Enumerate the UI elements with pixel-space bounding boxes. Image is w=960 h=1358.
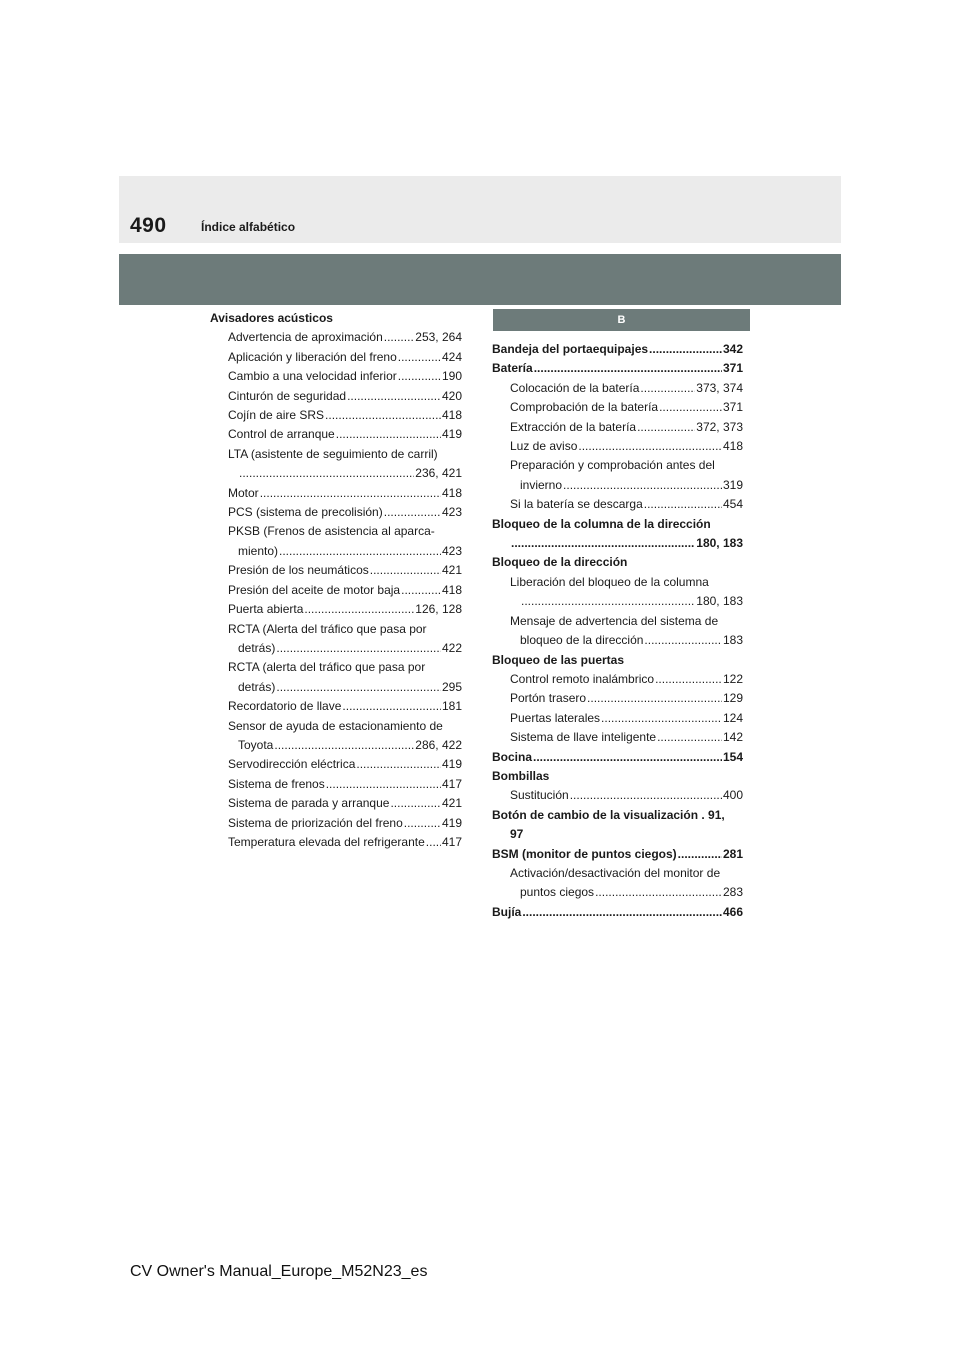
dot-leader (370, 561, 441, 580)
dot-leader (657, 728, 722, 747)
index-entry-text: Puertas laterales (510, 710, 601, 725)
dot-leader (601, 709, 722, 728)
index-entry-row (210, 425, 462, 444)
dot-leader (404, 814, 441, 833)
dot-leader (578, 437, 722, 456)
index-entry (492, 786, 743, 805)
index-entry-row (210, 464, 462, 483)
index-entry-row (492, 825, 743, 844)
index-entry-text: Presión del aceite de motor baja (228, 582, 401, 597)
index-entry (492, 709, 743, 728)
index-entry (210, 620, 462, 659)
index-entry-row (210, 639, 462, 658)
index-entry-pages: 319 (722, 477, 743, 492)
index-entry (210, 503, 462, 522)
index-entry (492, 437, 743, 456)
index-entry (210, 775, 462, 794)
index-entry-row (210, 794, 462, 813)
index-entry-text: Preparación y comprobación antes del (510, 458, 715, 473)
index-entry-row (210, 348, 462, 367)
dot-leader (426, 833, 441, 852)
index-entry (210, 833, 462, 852)
index-entry-row (492, 340, 743, 359)
dot-leader (390, 794, 441, 813)
index-entry-pages: 466 (722, 904, 743, 919)
index-entry (492, 903, 743, 922)
index-entry-text: Activación/desactivación del monitor de (510, 865, 721, 880)
index-entry-text: Colocación de la batería (510, 380, 640, 395)
dot-leader (398, 348, 441, 367)
index-entry-text: Advertencia de aproximación (228, 330, 383, 345)
index-entry-text: BSM (monitor de puntos ciegos) (492, 846, 677, 861)
index-entry-text: Extracción de la batería (510, 419, 637, 434)
index-entry-pages: 421 (441, 796, 462, 811)
dot-leader (342, 697, 441, 716)
dot-leader (570, 786, 722, 805)
index-entry-row (492, 437, 743, 456)
index-entry-row (210, 736, 462, 755)
index-entry-text: Bloqueo de las puertas (492, 652, 625, 667)
dot-leader (563, 476, 722, 495)
index-entry-pages: 371 (722, 361, 743, 376)
index-entry-list (210, 328, 462, 852)
index-entry-text: PCS (sistema de precolisión) (228, 505, 383, 520)
dot-leader (521, 592, 695, 611)
section-letter-badge: B (493, 309, 750, 331)
index-entry (492, 767, 743, 786)
index-entry-row (492, 631, 743, 650)
index-entry-text: LTA (asistente de seguimiento de carril) (228, 446, 438, 461)
index-entry-text: detrás) (238, 679, 276, 694)
index-entry (492, 748, 743, 767)
index-entry-text: Cojín de aire SRS (228, 408, 325, 423)
index-entry-row (492, 883, 743, 902)
index-entry-row (492, 709, 743, 728)
index-entry-row (210, 542, 462, 561)
index-entry-text: Recordatorio de llave (228, 699, 342, 714)
index-entry-text: Mensaje de advertencia del sistema de (510, 613, 719, 628)
index-column-left (210, 309, 462, 852)
index-entry (210, 697, 462, 716)
index-entry (492, 845, 743, 864)
index-entry (210, 445, 462, 484)
index-entry-text: Bombillas (492, 768, 550, 783)
index-entry-pages: 454 (722, 497, 743, 512)
index-entry-row (492, 534, 743, 553)
index-entry-pages: 372, 373 (696, 419, 743, 434)
index-entry-pages: 419 (441, 757, 462, 772)
index-entry-text: Bocina (492, 749, 533, 764)
index-entry (492, 379, 743, 398)
index-entry (492, 515, 743, 554)
index-entry-text: Aplicación y liberación del freno (228, 349, 397, 364)
index-entry-row (210, 484, 462, 503)
index-entry-text: Bloqueo de la columna de la dirección (492, 516, 711, 531)
index-entry (492, 553, 743, 572)
index-entry-pages: 424 (441, 349, 462, 364)
index-entry (492, 418, 743, 437)
dot-leader (655, 670, 722, 689)
index-entry (492, 670, 743, 689)
index-entry-row (210, 561, 462, 580)
index-entry-row (210, 367, 462, 386)
index-entry-pages: 283 (722, 885, 743, 900)
index-entry-pages: 420 (441, 388, 462, 403)
index-entry-row (210, 387, 462, 406)
index-entry-pages: 181 (441, 699, 462, 714)
index-entry-pages: 180, 183 (696, 594, 743, 609)
index-entry-row (492, 379, 743, 398)
index-entry-pages: 286, 422 (415, 737, 462, 752)
dot-leader (384, 503, 441, 522)
index-entry-row (492, 651, 743, 670)
index-entry-pages: 180, 183 (696, 536, 743, 551)
index-entry-pages: 373, 374 (696, 380, 743, 395)
index-entry-pages: 418 (441, 485, 462, 500)
index-entry-text: Toyota (238, 737, 274, 752)
index-entry-text: miento) (238, 543, 279, 558)
index-entry-pages: 236, 421 (415, 466, 462, 481)
index-entry (210, 814, 462, 833)
index-entry-pages: 142 (722, 730, 743, 745)
dot-leader (276, 639, 441, 658)
index-entry-pages: 417 (441, 776, 462, 791)
index-entry-pages: 423 (441, 543, 462, 558)
index-entry-text: Comprobación de la batería (510, 400, 659, 415)
index-column-right (492, 309, 743, 922)
index-entry-row (492, 845, 743, 864)
index-entry-pages: 418 (722, 439, 743, 454)
index-entry (492, 456, 743, 495)
index-entry (492, 806, 743, 845)
index-entry-text: Portón trasero (510, 691, 587, 706)
index-entry-text: Batería (492, 361, 533, 376)
index-entry-text: Luz de aviso (510, 439, 578, 454)
index-entry-row (492, 767, 743, 786)
index-entry (210, 484, 462, 503)
index-entry (492, 495, 743, 514)
index-entry (210, 387, 462, 406)
index-entry-text: puntos ciegos (520, 885, 595, 900)
index-entry (210, 425, 462, 444)
index-entry (210, 794, 462, 813)
dot-leader (239, 464, 414, 483)
index-entry-text: Si la batería se descarga (510, 497, 643, 512)
index-entry-row (210, 678, 462, 697)
index-entry-text: RCTA (Alerta del tráfico que pasa por (228, 621, 427, 636)
index-entry-pages: 419 (441, 427, 462, 442)
index-entry-text: Control remoto inalámbrico (510, 671, 655, 686)
index-entry-text: Bujía (492, 904, 522, 919)
index-entry (210, 367, 462, 386)
index-entry-pages: 126, 128 (415, 602, 462, 617)
index-entry (210, 755, 462, 774)
index-entry-row (492, 670, 743, 689)
index-entry-text: Sustitución (510, 788, 569, 803)
index-entry-row (210, 775, 462, 794)
index-entry-text: Botón de cambio de la visualización . 91, (492, 807, 725, 822)
index-entry-text: Control de arranque (228, 427, 335, 442)
index-entry-row (492, 359, 743, 378)
dot-leader (276, 678, 441, 697)
dot-leader (304, 600, 414, 619)
index-entry (210, 717, 462, 756)
index-entry-row (210, 406, 462, 425)
index-entry (210, 406, 462, 425)
index-entry-pages: 417 (441, 834, 462, 849)
index-entry-text: Cinturón de seguridad (228, 388, 347, 403)
index-entry (492, 612, 743, 651)
index-entry (210, 561, 462, 580)
dot-leader (336, 425, 441, 444)
index-entry-pages: 418 (441, 582, 462, 597)
index-entry-pages: 124 (722, 710, 743, 725)
index-entry (492, 864, 743, 903)
dot-leader (678, 845, 722, 864)
index-entry-pages: 154 (722, 749, 743, 764)
index-entry-pages: 371 (722, 400, 743, 415)
index-entry-row (210, 755, 462, 774)
index-entry-text: 97 (510, 827, 524, 842)
dot-leader (587, 689, 722, 708)
index-entry-text: Liberación del bloqueo de la columna (510, 574, 709, 589)
page-title: Índice alfabético (201, 220, 296, 234)
index-entry-pages: 421 (441, 563, 462, 578)
index-entry-pages: 400 (722, 788, 743, 803)
index-entry-text: Temperatura elevada del refrigerante (228, 834, 425, 849)
index-entry-text: bloqueo de la dirección (520, 633, 644, 648)
index-entry-pages: 422 (441, 640, 462, 655)
index-entry-pages: 342 (722, 342, 743, 356)
index-entry-row (492, 903, 743, 922)
index-entry-text: RCTA (alerta del tráfico que pasa por (228, 660, 426, 675)
index-entry-row (492, 592, 743, 611)
index-entry-pages: 295 (441, 679, 462, 694)
index-entry-text: Puerta abierta (228, 602, 304, 617)
index-entry (210, 348, 462, 367)
dot-leader (347, 387, 441, 406)
dot-leader (595, 883, 722, 902)
dot-leader (326, 775, 441, 794)
section-band (119, 254, 841, 305)
dot-leader (398, 367, 441, 386)
index-heading: Avisadores acústicos (210, 311, 333, 325)
index-entry (210, 658, 462, 697)
index-entry-row (210, 581, 462, 600)
dot-leader (401, 581, 441, 600)
index-entry-text: PKSB (Frenos de asistencia al aparca- (228, 524, 435, 539)
dot-leader (637, 418, 695, 437)
index-entry (492, 573, 743, 612)
index-entry-row (492, 748, 743, 767)
index-entry (492, 651, 743, 670)
index-entry-row (210, 697, 462, 716)
index-entry (492, 398, 743, 417)
index-entry (492, 340, 743, 359)
index-entry-pages: 423 (441, 505, 462, 520)
dot-leader (533, 748, 722, 767)
dot-leader (640, 379, 695, 398)
index-entry (492, 359, 743, 378)
index-entry (492, 728, 743, 747)
dot-leader (279, 542, 441, 561)
index-entry-row (210, 833, 462, 852)
index-entry (210, 581, 462, 600)
index-entry-text: Sistema de llave inteligente (510, 730, 657, 745)
index-entry-row (210, 600, 462, 619)
index-entry-text: Cambio a una velocidad inferior (228, 369, 397, 384)
index-entry-text: Presión de los neumáticos (228, 563, 369, 578)
index-entry-pages: 419 (441, 815, 462, 830)
dot-leader (659, 398, 722, 417)
dot-leader (644, 495, 722, 514)
index-entry-text: Sistema de frenos (228, 776, 325, 791)
index-entry-text: Servodirección eléctrica (228, 757, 356, 772)
index-entry-list (492, 340, 743, 922)
index-entry-pages: 122 (722, 671, 743, 686)
index-entry-text: Sensor de ayuda de estacionamiento de (228, 718, 443, 733)
index-entry-row (492, 418, 743, 437)
index-entry (210, 600, 462, 619)
index-entry-row (492, 398, 743, 417)
dot-leader (644, 631, 722, 650)
index-entry-text: detrás) (238, 640, 276, 655)
index-entry (210, 328, 462, 347)
dot-leader (511, 534, 695, 553)
index-entry-row (492, 786, 743, 805)
footer-document-id: CV Owner's Manual_Europe_M52N23_es (130, 1263, 428, 1280)
dot-leader (522, 903, 722, 922)
index-entry-row (492, 495, 743, 514)
index-entry (210, 522, 462, 561)
dot-leader (325, 406, 441, 425)
index-entry-row (492, 728, 743, 747)
index-entry-text: Sistema de parada y arranque (228, 796, 390, 811)
index-entry-row (492, 553, 743, 572)
page-number: 490 (130, 214, 167, 237)
index-entry-text: Bloqueo de la dirección (492, 555, 628, 570)
index-entry-pages: 281 (722, 846, 743, 861)
index-entry-row (492, 476, 743, 495)
index-entry-text: invierno (520, 477, 563, 492)
dot-leader (260, 484, 441, 503)
index-entry-pages: 129 (722, 691, 743, 706)
index-entry (492, 689, 743, 708)
dot-leader (534, 359, 722, 378)
dot-leader (356, 755, 441, 774)
index-entry-row (210, 328, 462, 347)
dot-leader (384, 328, 415, 347)
index-entry-pages: 418 (441, 408, 462, 423)
dot-leader (274, 736, 414, 755)
index-entry-pages: 190 (441, 369, 462, 384)
index-entry-pages: 183 (722, 633, 743, 648)
index-entry-text: Sistema de priorización del freno (228, 815, 403, 830)
index-entry-pages: 253, 264 (415, 330, 462, 345)
dot-leader (649, 340, 722, 359)
index-entry-row (210, 814, 462, 833)
index-entry-row (492, 689, 743, 708)
index-entry-text: Bandeja del portaequipajes (492, 342, 649, 356)
index-entry-text: Motor (228, 485, 259, 500)
index-entry-row (210, 503, 462, 522)
